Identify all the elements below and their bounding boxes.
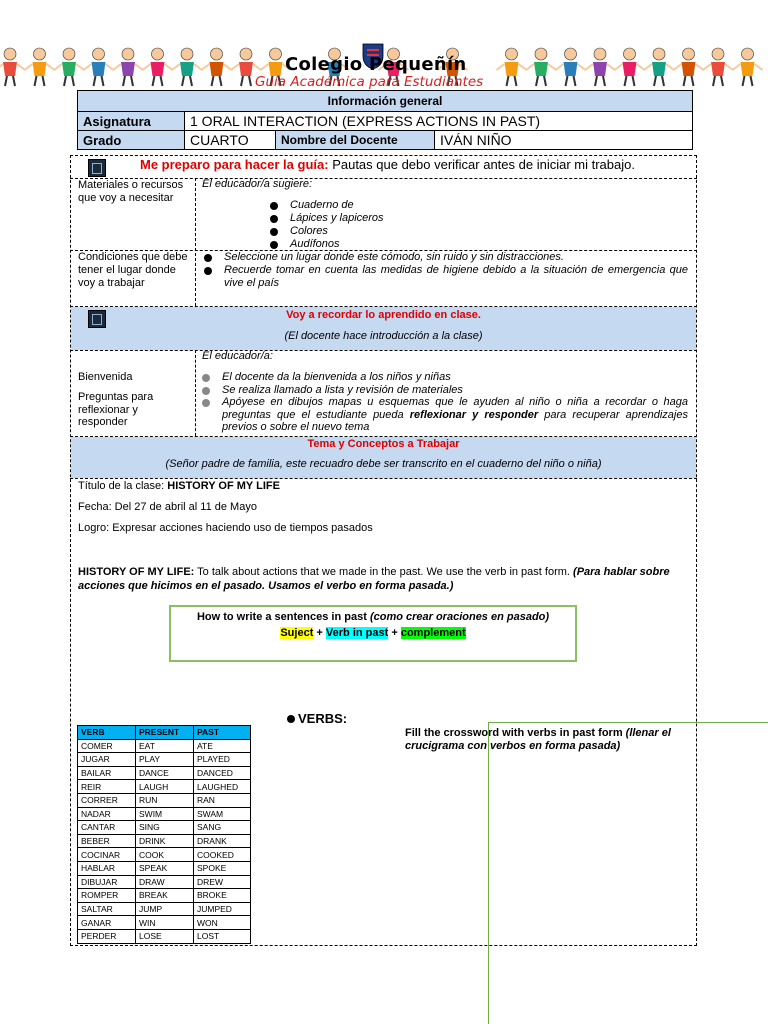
remember-intro: El educador/a: — [202, 350, 273, 362]
child-figure — [0, 48, 25, 86]
child-figure — [585, 48, 615, 86]
class-date: Fecha: Del 27 de abril al 11 de Mayo — [78, 501, 257, 513]
teacher-value: IVÁN NIÑO — [435, 131, 693, 150]
table-cell: RUN — [136, 793, 194, 807]
table-cell: BAILAR — [78, 766, 136, 780]
table-row — [78, 902, 251, 916]
table-row — [78, 821, 251, 835]
guide-subtitle: Guía Académica para Estudiantes — [255, 74, 484, 90]
table-cell: DRAW — [136, 875, 194, 889]
table-cell: SPEAK — [136, 861, 194, 875]
grade-label: Grado — [78, 131, 185, 150]
table-cell: ROMPER — [78, 889, 136, 903]
child-figure — [497, 48, 527, 86]
general-info-table — [77, 90, 693, 150]
table-cell: GANAR — [78, 916, 136, 930]
child-figure — [54, 48, 84, 86]
list-item: Seleccione un lugar donde este cómodo, sin ruido y sin distracciones. — [204, 251, 688, 264]
teacher-label: Nombre del Docente — [276, 131, 435, 150]
table-row — [78, 889, 251, 903]
table-cell: COOK — [136, 848, 194, 862]
list-item: El docente da la bienvenida a los niños y niñas — [202, 371, 688, 384]
remember-note: (El docente hace introducción a la clase) — [284, 330, 483, 342]
sentence-box-title: How to write a sentences in past (como crear oraciones en pasado) — [196, 611, 550, 623]
table-row — [78, 929, 251, 943]
table-cell: JUMPED — [194, 902, 251, 916]
history-explanation: HISTORY OF MY LIFE: To talk about actions that we made in the past. We use the verb in past form. (Para hablar sobre acciones que hicimos en el pasado. Usamos el verbo en forma pasada.) — [78, 566, 670, 592]
child-figure — [733, 48, 763, 86]
materials-list — [270, 199, 384, 251]
child-figure — [703, 48, 733, 86]
class-title: Título de la clase: HISTORY OF MY LIFE — [78, 480, 280, 492]
table-cell: LAUGH — [136, 780, 194, 794]
table-row — [78, 766, 251, 780]
table-cell: LOST — [194, 929, 251, 943]
table-cell: SWAM — [194, 807, 251, 821]
table-row — [78, 861, 251, 875]
subject-label: Asignatura — [78, 112, 185, 131]
column-header: PRESENT — [136, 726, 194, 740]
child-figure — [615, 48, 645, 86]
child-figure — [674, 48, 704, 86]
table-cell: BROKE — [194, 889, 251, 903]
column-header: PAST — [194, 726, 251, 740]
table-cell: CORRER — [78, 793, 136, 807]
divider — [70, 478, 697, 479]
table-cell: DRINK — [136, 834, 194, 848]
table-row — [78, 739, 251, 753]
bullet-icon — [287, 715, 295, 723]
table-cell: WON — [194, 916, 251, 930]
complement-part: complement — [400, 627, 466, 639]
child-figure — [526, 48, 556, 86]
table-cell: NADAR — [78, 807, 136, 821]
table-cell: HABLAR — [78, 861, 136, 875]
table-row — [78, 807, 251, 821]
prepare-heading: Me preparo para hacer la guía: Pautas que debo verificar antes de iniciar mi trabajo. — [140, 157, 635, 172]
crossword-instruction: Fill the crossword with verbs in past form (llenar el crucigrama con verbos en forma pasada) — [405, 727, 671, 752]
plus-sign: + — [316, 627, 323, 639]
table-cell: DRANK — [194, 834, 251, 848]
topic-note: (Señor padre de familia, este recuadro debe ser transcrito en el cuaderno del niño o niña) — [165, 458, 602, 470]
materials-intro: El educador/a sugiere: — [202, 178, 313, 190]
table-cell: EAT — [136, 739, 194, 753]
table-cell: ATE — [194, 739, 251, 753]
table-cell: SPOKE — [194, 861, 251, 875]
class-goal: Logro: Expresar acciones haciendo uso de tiempos pasados — [78, 522, 373, 534]
child-figure — [202, 48, 232, 86]
table-cell: COCINAR — [78, 848, 136, 862]
questions-label: Preguntas para reflexionar y responder — [78, 391, 154, 428]
book-icon — [88, 159, 106, 177]
table-cell: SING — [136, 821, 194, 835]
school-name: Colegio Pequeñín — [285, 54, 467, 75]
materials-label: Materiales o recursos que voy a necesitar — [78, 179, 184, 204]
table-cell: BEBER — [78, 834, 136, 848]
grade-value: CUARTO — [185, 131, 276, 150]
table-cell: COMER — [78, 739, 136, 753]
child-figure — [556, 48, 586, 86]
child-figure — [644, 48, 674, 86]
conditions-list — [204, 251, 688, 290]
divider — [70, 350, 697, 351]
child-figure — [113, 48, 143, 86]
column-divider — [195, 350, 196, 436]
table-cell: LOSE — [136, 929, 194, 943]
conditions-label: Condiciones que debe tener el lugar donde voy a trabajar — [78, 251, 188, 289]
table-cell: SWIM — [136, 807, 194, 821]
verbs-label: VERBS: — [287, 711, 347, 726]
child-figure — [25, 48, 55, 86]
table-cell: PLAY — [136, 753, 194, 767]
table-row — [78, 780, 251, 794]
table-row — [78, 793, 251, 807]
table-cell: RAN — [194, 793, 251, 807]
table-cell: SANG — [194, 821, 251, 835]
verb-part: Verb in past — [325, 627, 389, 639]
column-header: VERB — [78, 726, 136, 740]
subject-part: Suject — [280, 627, 314, 639]
remember-heading: Voy a recordar lo aprendido en clase. — [286, 309, 481, 321]
list-item: Audífonos — [270, 238, 384, 251]
table-row — [78, 848, 251, 862]
verbs-table — [77, 725, 251, 944]
table-row — [78, 916, 251, 930]
list-item: Recuerde tomar en cuenta las medidas de higiene debido a la situación de emergencia que vive el país — [204, 264, 688, 290]
welcome-label: Bienvenida — [78, 371, 133, 383]
list-item: Cuaderno de — [270, 199, 384, 212]
table-cell: WIN — [136, 916, 194, 930]
child-figure — [172, 48, 202, 86]
info-table-title: Información general — [78, 91, 693, 112]
subject-value: 1 ORAL INTERACTION (EXPRESS ACTIONS IN PAST) — [185, 112, 693, 131]
table-cell: DREW — [194, 875, 251, 889]
sentence-formula — [171, 627, 575, 639]
column-divider — [195, 178, 196, 306]
child-figure — [143, 48, 173, 86]
table-cell: COOKED — [194, 848, 251, 862]
table-cell: PLAYED — [194, 753, 251, 767]
table-cell: PERDER — [78, 929, 136, 943]
child-figure — [84, 48, 114, 86]
table-row — [78, 834, 251, 848]
table-cell: BREAK — [136, 889, 194, 903]
table-cell: CANTAR — [78, 821, 136, 835]
table-cell: DANCE — [136, 766, 194, 780]
table-cell: DIBUJAR — [78, 875, 136, 889]
list-item: Colores — [270, 225, 384, 238]
table-cell: LAUGHED — [194, 780, 251, 794]
table-cell: JUGAR — [78, 753, 136, 767]
table-row — [78, 875, 251, 889]
topic-heading: Tema y Conceptos a Trabajar — [307, 438, 460, 450]
table-cell: SALTAR — [78, 902, 136, 916]
remember-list — [202, 371, 688, 434]
sentence-structure-box — [169, 605, 577, 662]
plus-sign: + — [391, 627, 398, 639]
table-cell: JUMP — [136, 902, 194, 916]
table-cell: REIR — [78, 780, 136, 794]
table-row — [78, 753, 251, 767]
list-item: Lápices y lapiceros — [270, 212, 384, 225]
crossword-frame — [488, 722, 768, 1024]
table-cell: DANCED — [194, 766, 251, 780]
list-item: Apóyese en dibujos mapas u esquemas que le ayuden al niño o niña a recordar o haga preguntas que el estudiante pueda reflexionar y responder para recuperar aprendizajes previos o sobre el nuevo tema — [202, 396, 688, 434]
list-item: Se realiza llamado a lista y revisión de materiales — [202, 384, 688, 397]
